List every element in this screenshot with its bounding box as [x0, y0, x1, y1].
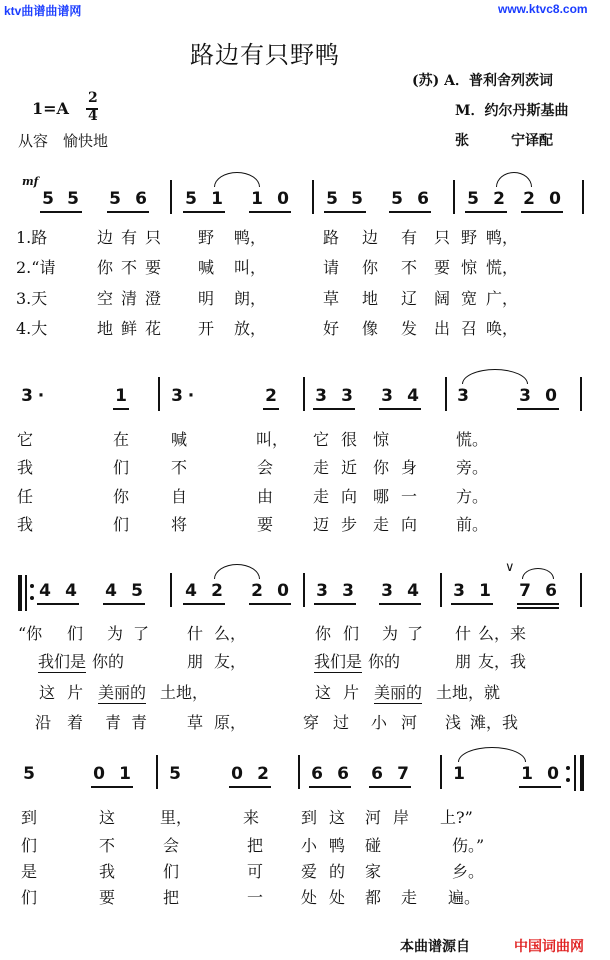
- lyric: 土地，就: [436, 683, 501, 702]
- note: 0: [277, 581, 289, 601]
- lyric: 为: [381, 624, 398, 643]
- lyric: 向: [340, 487, 357, 506]
- lyric: 出: [433, 319, 450, 338]
- bar-line: [170, 180, 172, 214]
- lyric: 花: [144, 319, 161, 338]
- dynamic-marking: mf: [22, 175, 39, 188]
- tie-arc: [458, 747, 526, 762]
- lyric: 们: [112, 458, 129, 477]
- lyric: 你: [372, 458, 389, 477]
- lyric: 我: [16, 515, 33, 534]
- lyric: 明: [197, 289, 214, 308]
- lyric: 家: [364, 862, 381, 881]
- footer-source-link[interactable]: 中国词曲网: [514, 938, 584, 954]
- lyric: 自: [170, 487, 187, 506]
- lyric: 你: [112, 487, 129, 506]
- lyric: 4.大: [16, 319, 48, 338]
- lyric: 朋: [454, 652, 471, 671]
- note: 2: [523, 189, 535, 209]
- lyric: 地: [361, 289, 378, 308]
- note: 5: [185, 189, 197, 209]
- lyric: 它: [16, 430, 33, 449]
- lyric: 会: [256, 458, 273, 477]
- note: 1: [211, 189, 223, 209]
- bar-line: [580, 377, 582, 411]
- note: 0: [277, 189, 289, 209]
- beam-line: [465, 211, 507, 213]
- beam-line: [229, 786, 271, 788]
- note: 4: [185, 581, 197, 601]
- lyric: 向: [400, 515, 417, 534]
- lyric: 我们是: [38, 652, 87, 671]
- note: 3: [519, 386, 531, 406]
- beam-line: [379, 408, 421, 410]
- beam-line: [249, 211, 291, 213]
- repeat-dot: [566, 766, 570, 770]
- bar-line: [156, 755, 158, 789]
- lyric: 会: [162, 836, 179, 855]
- lyric: 美丽的: [374, 683, 423, 702]
- lyric: 什: [454, 624, 471, 643]
- lyric: 慌。: [456, 430, 489, 449]
- lyric: 阔: [433, 289, 450, 308]
- lyric: 空: [96, 289, 113, 308]
- lyric: 不: [170, 458, 187, 477]
- note: 0: [93, 764, 105, 784]
- footer-label: 本曲谱源自: [400, 938, 470, 954]
- lyric: 地: [96, 319, 113, 338]
- note: 2: [493, 189, 505, 209]
- lyric: 慌，: [486, 258, 519, 277]
- note: 3: [457, 386, 469, 406]
- lyric: 发: [400, 319, 417, 338]
- lyric: 小: [370, 713, 387, 732]
- lyric: 有: [120, 228, 137, 247]
- lyric: 你: [361, 258, 378, 277]
- note: 6: [311, 764, 323, 784]
- watermark-right: www.ktvc8.com: [498, 2, 588, 16]
- lyric: 岸: [392, 808, 409, 827]
- lyric: 走: [400, 888, 417, 907]
- lyric: 片: [66, 683, 83, 702]
- tie-arc: [522, 568, 554, 579]
- lyric: 把: [246, 836, 263, 855]
- lyric: 沿: [34, 713, 51, 732]
- lyric: 你的: [92, 652, 125, 671]
- note: 4: [65, 581, 77, 601]
- lyric: 里，: [160, 808, 193, 827]
- tie-arc: [214, 564, 260, 579]
- bar-line: [440, 755, 442, 789]
- lyric: 为: [106, 624, 123, 643]
- lyric: 爱: [300, 862, 317, 881]
- lyric: 像: [361, 319, 378, 338]
- lyric: 着: [66, 713, 83, 732]
- lyric: 要: [98, 888, 115, 907]
- beam-line: [519, 786, 561, 788]
- note: 5: [467, 189, 479, 209]
- lyric: 广，: [486, 289, 519, 308]
- lyric: 上?”: [440, 808, 473, 827]
- beam-line: [249, 603, 291, 605]
- note: 5: [42, 189, 54, 209]
- note: 5: [169, 764, 181, 784]
- beam-line: [103, 603, 145, 605]
- lyric: 走: [372, 515, 389, 534]
- beam-line: [40, 211, 82, 213]
- lyric: 将: [170, 515, 187, 534]
- beam-line: [107, 211, 149, 213]
- lyric: 这: [314, 683, 331, 702]
- lyric: 浅: [444, 713, 461, 732]
- tempo-marking: 从容 愉快地: [18, 132, 109, 150]
- note: 3: [341, 386, 353, 406]
- lyric: 3.天: [16, 289, 48, 308]
- note: 1: [119, 764, 131, 784]
- lyric: 一: [246, 888, 263, 907]
- bar-line: [298, 755, 300, 789]
- lyric: 鸭，: [486, 228, 519, 247]
- lyric: 朗，: [234, 289, 267, 308]
- lyric: 喊: [170, 430, 187, 449]
- time-signature-bottom: 4: [88, 108, 98, 124]
- note: 4: [407, 386, 419, 406]
- note: 6: [135, 189, 147, 209]
- note: 5: [326, 189, 338, 209]
- bar-line: [303, 377, 305, 411]
- lyric: 过: [332, 713, 349, 732]
- note: 2: [257, 764, 269, 784]
- beam-line: [451, 603, 493, 605]
- lyric: 处: [328, 888, 345, 907]
- lyric: 青: [104, 713, 121, 732]
- lyric: 好: [322, 319, 339, 338]
- breath-mark: ∨: [505, 560, 515, 575]
- note: 0: [549, 189, 561, 209]
- lyric: 处: [300, 888, 317, 907]
- note: 2: [251, 581, 263, 601]
- lyric: 野: [460, 228, 477, 247]
- lyric: 们: [66, 624, 83, 643]
- bar-line: [170, 573, 172, 607]
- bar-line: [312, 180, 314, 214]
- note: 5: [109, 189, 121, 209]
- beam-line: [263, 408, 279, 410]
- bar-line: [303, 573, 305, 607]
- lyric: 这: [98, 808, 115, 827]
- lyric: 放，: [234, 319, 267, 338]
- note: 5: [391, 189, 403, 209]
- lyric: 在: [112, 430, 129, 449]
- lyric: 2.“请: [16, 258, 56, 277]
- note: 3: [315, 386, 327, 406]
- bar-line: [582, 180, 584, 214]
- note: ·: [37, 386, 45, 406]
- lyric: 这: [328, 808, 345, 827]
- lyric: 草: [186, 713, 203, 732]
- lyric: 旁。: [456, 458, 489, 477]
- lyric: 惊: [460, 258, 477, 277]
- repeat-bar-thin: [574, 755, 576, 791]
- watermark-left: ktv曲谱曲谱网: [4, 4, 82, 18]
- beam-line: [313, 408, 355, 410]
- lyric: 河: [400, 713, 417, 732]
- repeat-bar-thick: [580, 755, 584, 791]
- lyric: 都: [364, 888, 381, 907]
- lyric: 土地，: [160, 683, 209, 702]
- lyric: 叫，: [256, 430, 289, 449]
- beam-line: [369, 786, 411, 788]
- lyric: 伤。”: [452, 836, 485, 855]
- lyric: 朋: [186, 652, 203, 671]
- lyric: 1.路: [16, 228, 48, 247]
- lyric: 澄: [144, 289, 161, 308]
- tie-arc: [462, 369, 528, 384]
- beam-line: [517, 603, 559, 605]
- lyric: 河: [364, 808, 381, 827]
- lyric: 友，: [214, 652, 247, 671]
- lyric: 开: [197, 319, 214, 338]
- note: 7: [519, 581, 531, 601]
- lyric: “你: [18, 624, 43, 643]
- note: 3: [381, 581, 393, 601]
- lyric: 惊: [372, 430, 389, 449]
- lyric: 了: [132, 624, 149, 643]
- note: 6: [337, 764, 349, 784]
- lyric: 到: [20, 808, 37, 827]
- note: ·: [187, 386, 195, 406]
- lyric: 召: [460, 319, 477, 338]
- bar-line: [580, 573, 582, 607]
- note: 1: [115, 386, 127, 406]
- lyric: 友，我: [478, 652, 527, 671]
- bar-line: [158, 377, 160, 411]
- lyric: 们: [112, 515, 129, 534]
- note: 6: [417, 189, 429, 209]
- beam-line: [183, 603, 225, 605]
- lyric: 我: [98, 862, 115, 881]
- lyric: 乡。: [452, 862, 485, 881]
- note: 5: [67, 189, 79, 209]
- lyric: 把: [162, 888, 179, 907]
- lyric: 鸭，: [234, 228, 267, 247]
- lyric: 这: [38, 683, 55, 702]
- lyric: 边: [361, 228, 378, 247]
- composer-credit: M．约尔丹斯基曲: [455, 103, 569, 119]
- lyric: 唤，: [486, 319, 519, 338]
- lyric: 请: [322, 258, 339, 277]
- beam-line: [183, 211, 225, 213]
- beam-line: [324, 211, 366, 213]
- lyric: 走: [312, 487, 329, 506]
- tie-arc: [214, 172, 260, 187]
- repeat-bar-thin: [25, 575, 27, 611]
- note: 4: [407, 581, 419, 601]
- lyric: 身: [400, 458, 417, 477]
- lyricist-credit: (苏) A．普利舍列茨词: [412, 73, 553, 89]
- lyric: 们: [20, 888, 37, 907]
- note: 2: [265, 386, 277, 406]
- lyric: 它: [312, 430, 329, 449]
- lyric: 我: [16, 458, 33, 477]
- lyric: 是: [20, 862, 37, 881]
- note: 6: [371, 764, 383, 784]
- lyric: 由: [256, 487, 273, 506]
- note: 7: [397, 764, 409, 784]
- lyric: 迈: [312, 515, 329, 534]
- lyric: 鸭: [328, 836, 345, 855]
- note: 3: [453, 581, 465, 601]
- note: 4: [39, 581, 51, 601]
- beam-line: [379, 603, 421, 605]
- repeat-dot: [30, 584, 34, 588]
- lyric: 很: [340, 430, 357, 449]
- lyric: 边: [96, 228, 113, 247]
- lyric: 遍。: [448, 888, 481, 907]
- note: 1: [479, 581, 491, 601]
- beam-line: [521, 211, 563, 213]
- lyric: 我们是: [314, 652, 363, 671]
- lyric: 的: [328, 862, 345, 881]
- translator-credit: 张 宁译配: [455, 133, 553, 149]
- note: 1: [521, 764, 533, 784]
- lyric: 方。: [456, 487, 489, 506]
- lyric: 喊: [197, 258, 214, 277]
- tie-arc: [496, 172, 532, 187]
- lyric: 滩，我: [470, 713, 519, 732]
- lyric: 宽: [460, 289, 477, 308]
- lyric: 叫，: [234, 258, 267, 277]
- lyric: 近: [340, 458, 357, 477]
- lyric: 们: [20, 836, 37, 855]
- lyric: 辽: [400, 289, 417, 308]
- lyric: 哪: [372, 487, 389, 506]
- lyric: 么，: [214, 624, 247, 643]
- lyric: 片: [342, 683, 359, 702]
- lyric: 前。: [456, 515, 489, 534]
- lyric: 小: [300, 836, 317, 855]
- lyric: 要: [433, 258, 450, 277]
- note: 0: [545, 386, 557, 406]
- note: 2: [211, 581, 223, 601]
- beam-line: [113, 408, 129, 410]
- lyric: 野: [197, 228, 214, 247]
- beam-line: [37, 603, 79, 605]
- beam-line: [517, 607, 559, 609]
- note: 5: [131, 581, 143, 601]
- lyric: 有: [400, 228, 417, 247]
- lyric: 们: [162, 862, 179, 881]
- lyric: 碰: [364, 836, 381, 855]
- lyric: 不: [400, 258, 417, 277]
- lyric: 青: [130, 713, 147, 732]
- note: 1: [251, 189, 263, 209]
- beam-line: [389, 211, 431, 213]
- bar-line: [440, 573, 442, 607]
- note: 5: [351, 189, 363, 209]
- note: 1: [453, 764, 465, 784]
- lyric: 只: [433, 228, 450, 247]
- bar-line: [453, 180, 455, 214]
- note: 0: [547, 764, 559, 784]
- lyric: 只: [144, 228, 161, 247]
- song-title: 路边有只野鸭: [190, 41, 340, 69]
- note: 4: [105, 581, 117, 601]
- lyric: 不: [120, 258, 137, 277]
- lyric: 美丽的: [98, 683, 147, 702]
- lyric: 要: [256, 515, 273, 534]
- lyric: 草: [322, 289, 339, 308]
- lyric: 们: [342, 624, 359, 643]
- repeat-dot: [30, 596, 34, 600]
- bar-line: [445, 377, 447, 411]
- note: 3: [316, 581, 328, 601]
- key-signature: 1=A: [32, 99, 69, 118]
- lyric: 穿: [302, 713, 319, 732]
- beam-line: [309, 786, 351, 788]
- lyric: 路: [322, 228, 339, 247]
- repeat-dot: [566, 778, 570, 782]
- lyric: 走: [312, 458, 329, 477]
- lyric: 来: [242, 808, 259, 827]
- lyric: 了: [406, 624, 423, 643]
- note: 6: [545, 581, 557, 601]
- beam-line: [517, 408, 559, 410]
- lyric: 到: [300, 808, 317, 827]
- note: 0: [231, 764, 243, 784]
- note: 5: [23, 764, 35, 784]
- lyric: 原，: [214, 713, 247, 732]
- lyric: 要: [144, 258, 161, 277]
- lyric: 什: [186, 624, 203, 643]
- beam-line: [91, 786, 133, 788]
- lyric: 任: [16, 487, 33, 506]
- lyric: 步: [340, 515, 357, 534]
- note: 3: [342, 581, 354, 601]
- time-signature-top: 2: [88, 90, 98, 106]
- lyric: 清: [120, 289, 137, 308]
- note: 3: [21, 386, 33, 406]
- lyric: 你的: [368, 652, 401, 671]
- beam-line: [314, 603, 356, 605]
- note: 3: [381, 386, 393, 406]
- repeat-bar-thick: [18, 575, 22, 611]
- lyric: 你: [314, 624, 331, 643]
- lyric: 你: [96, 258, 113, 277]
- lyric: 么，来: [478, 624, 527, 643]
- note: 3: [171, 386, 183, 406]
- lyric: 一: [400, 487, 417, 506]
- lyric: 鲜: [120, 319, 137, 338]
- lyric: 不: [98, 836, 115, 855]
- lyric: 可: [246, 862, 263, 881]
